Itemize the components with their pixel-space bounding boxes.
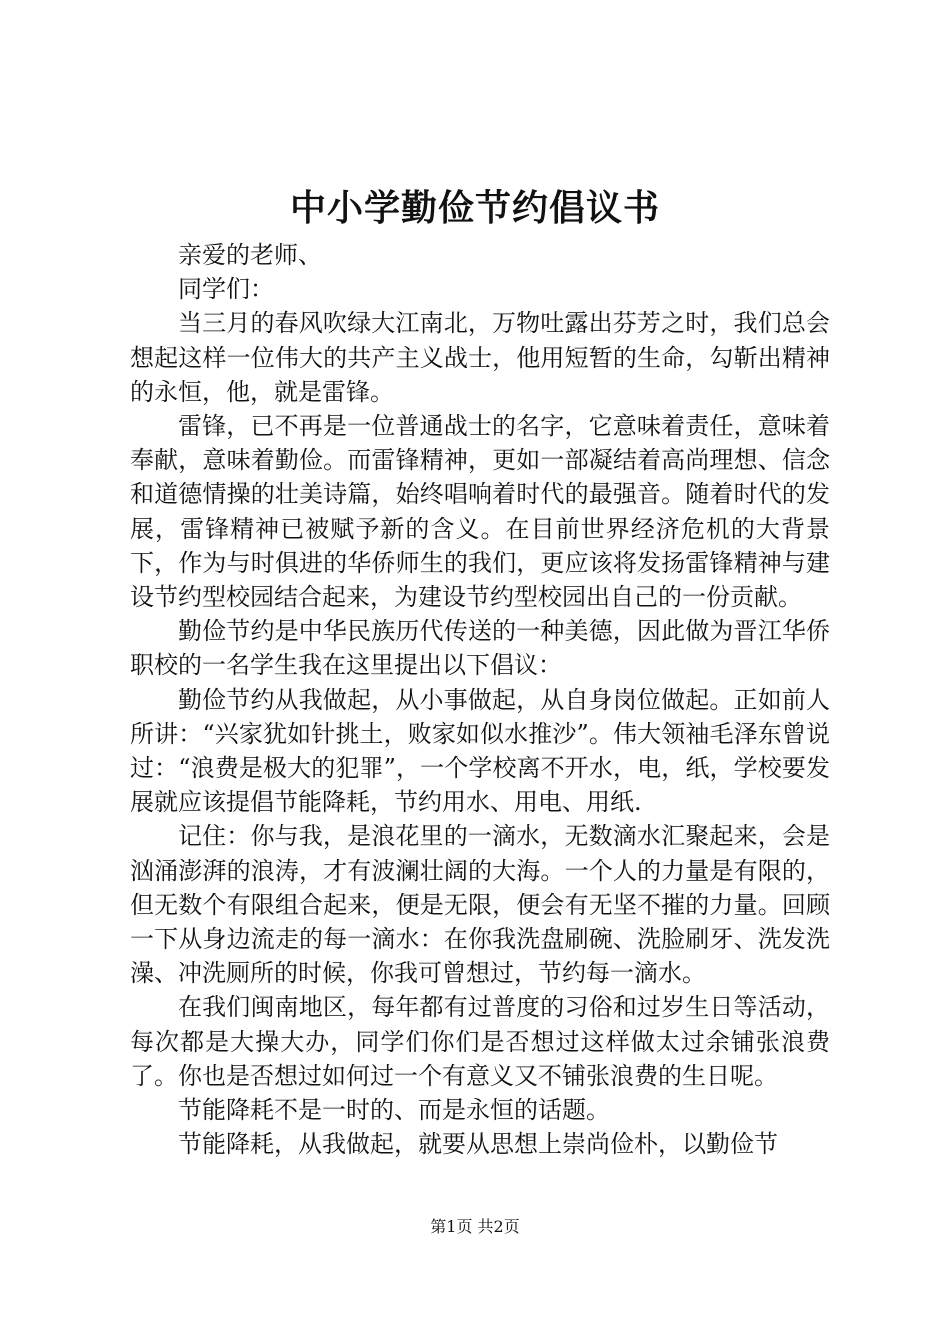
paragraph-proposal-intro: 勤俭节约是中华民族历代传送的一种美德，因此做为晋江华侨职校的一名学生我在这里提出以下倡议：	[130, 617, 830, 680]
paragraph-water-drop: 记住：你与我，是浪花里的一滴水，无数滴水汇聚起来，会是汹涌澎湃的浪涛，才有波澜壮阔的大海。一个人的力量是有限的，但无数个有限组合起来，便是无限，便会有无坚不摧的力量。回顾一下从身边流走的每一滴水：在你我洗盘刷碗、洗脸刷牙、洗发洗澡、冲洗厕所的时候，你我可曾想过，节约每一滴水。	[130, 822, 830, 988]
page-footer: 第1页 共2页	[430, 1217, 520, 1236]
paragraph-start-from-me: 勤俭节约从我做起，从小事做起，从自身岗位做起。正如前人所讲：“兴家犹如针挑土，败家如似水推沙”。伟大领袖毛泽东曾说过：“浪费是极大的犯罪”，一个学校离不开水，电，纸，学校要发展就应该提倡节能降耗，节约用水、用电、用纸.	[130, 685, 830, 817]
salutation-line-2: 同学们：	[178, 275, 274, 304]
paragraph-intro: 当三月的春风吹绿大江南北，万物吐露出芬芳之时，我们总会想起这样一位伟大的共产主义战士，他用短暂的生命，勾靳出精神的永恒，他，就是雷锋。	[130, 309, 830, 406]
paragraph-eternal-topic: 节能降耗不是一时的、而是永恒的话题。	[178, 1096, 610, 1125]
salutation-line-1: 亲爱的老师、	[178, 241, 322, 269]
paragraph-customs: 在我们闽南地区，每年都有过普度的习俗和过岁生日等活动，每次都是大操大办，同学们你们是否想过这样做太过余铺张浪费了。你也是否想过如何过一个有意义又不铺张浪费的生日呢。	[130, 993, 830, 1090]
paragraph-continued: 节能降耗，从我做起，就要从思想上崇尚俭朴，以勤俭节	[178, 1130, 778, 1159]
paragraph-leifeng: 雷锋，已不再是一位普通战士的名字，它意味着责任，意味着奉献，意味着勤俭。而雷锋精神，更如一部凝结着高尚理想、信念和道德情操的壮美诗篇，始终唱响着时代的最强音。随着时代的发展，雷锋精神已被赋予新的含义。在目前世界经济危机的大背景下，作为与时俱进的华侨师生的我们，更应该将发扬雷锋精神与建设节约型校园结合起来，为建设节约型校园出自己的一份贡献。	[130, 412, 830, 612]
document-body	[130, 238, 830, 1161]
document-title: 中小学勤俭节约倡议书	[289, 187, 660, 229]
